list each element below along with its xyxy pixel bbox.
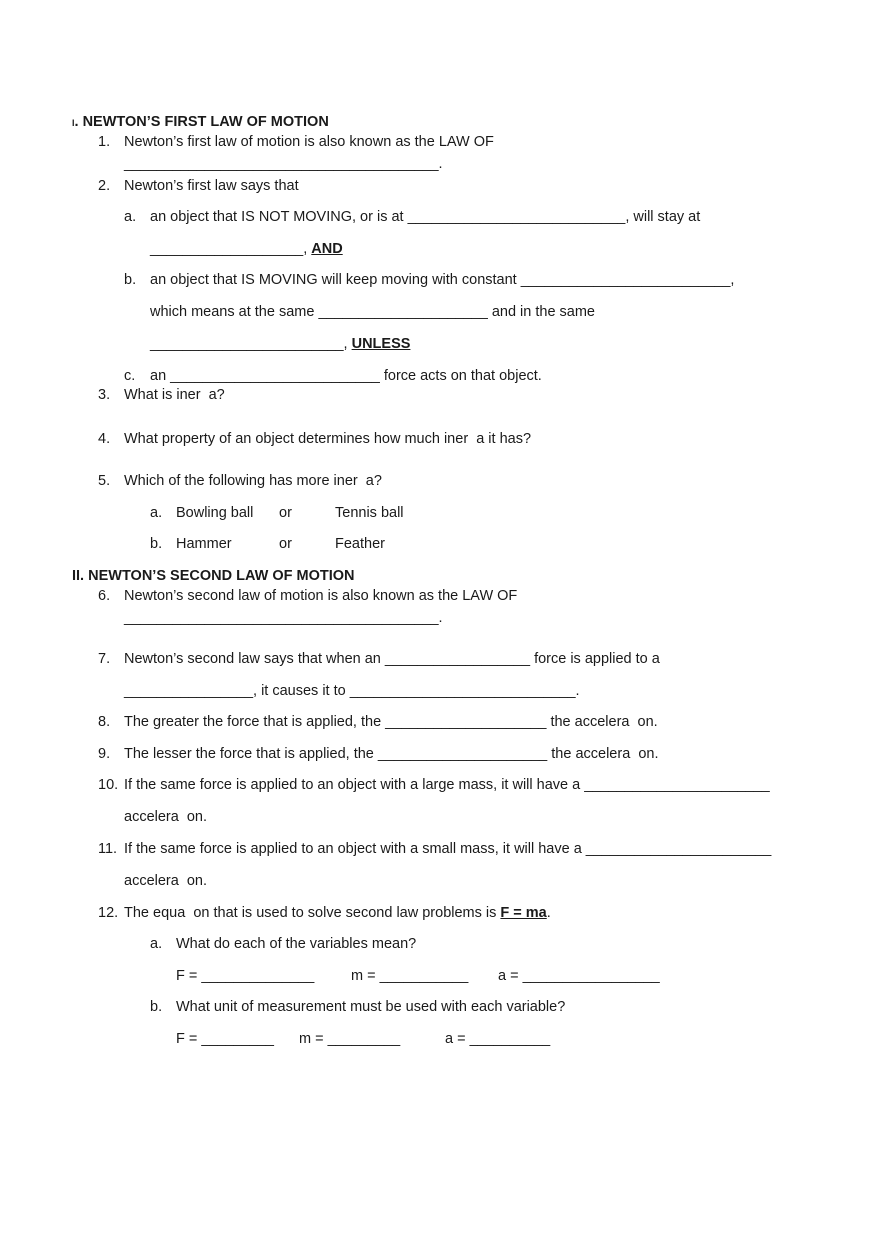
q12b-m-blank[interactable]: m = _________ bbox=[299, 1031, 401, 1047]
question-8[interactable] bbox=[98, 713, 658, 731]
q7-line1[interactable]: Newton’s second law says that when an __________________ force is applied to a bbox=[124, 651, 660, 667]
q5a-option2[interactable]: Tennis ball bbox=[335, 505, 404, 521]
q5a-letter: a. bbox=[150, 505, 163, 521]
q5b-letter: b. bbox=[150, 536, 163, 552]
q12-end: . bbox=[546, 905, 551, 921]
q2c-letter: c. bbox=[124, 368, 136, 384]
q2c-text[interactable]: an __________________________ force acts on that object. bbox=[150, 368, 542, 384]
q12a-text: What do each of the variables mean? bbox=[176, 936, 417, 952]
question-1 bbox=[98, 133, 494, 151]
q12b-question bbox=[150, 998, 565, 1016]
question-4 bbox=[98, 430, 531, 448]
q5a-option1[interactable]: Bowling ball bbox=[176, 505, 254, 521]
q12a-letter: a. bbox=[150, 936, 163, 952]
q6-number: 6. bbox=[98, 588, 111, 604]
q12-text: The equa on that is used to solve second law problems is bbox=[124, 905, 501, 921]
q2a-line2[interactable] bbox=[150, 240, 343, 258]
question-12 bbox=[98, 904, 551, 922]
q12b-a-blank[interactable]: a = __________ bbox=[445, 1031, 551, 1047]
question-3 bbox=[98, 386, 225, 404]
q9-number: 9. bbox=[98, 746, 111, 762]
question-2 bbox=[98, 177, 299, 195]
q4-number: 4. bbox=[98, 431, 111, 447]
q12b-f-blank[interactable]: F = _________ bbox=[176, 1031, 274, 1047]
section1-numeral: I bbox=[72, 118, 75, 128]
q2-number: 2. bbox=[98, 178, 111, 194]
q1-text: Newton’s first law of motion is also known as the LAW OF bbox=[124, 134, 494, 150]
q2a-blank[interactable]: ___________________, bbox=[150, 241, 312, 257]
q3-number: 3. bbox=[98, 387, 111, 403]
q12-number: 12. bbox=[98, 905, 119, 921]
question-9[interactable] bbox=[98, 745, 658, 763]
q9-text[interactable]: The lesser the force that is applied, the _____________________ the accelera on. bbox=[124, 746, 659, 762]
section2-title: II. NEWTON’S SECOND LAW OF MOTION bbox=[72, 568, 355, 584]
question-6 bbox=[98, 587, 517, 605]
q12-formula: F = ma bbox=[500, 905, 547, 921]
q2b-line2[interactable]: which means at the same _____________________ and in the same bbox=[150, 304, 595, 320]
q2b-line1[interactable] bbox=[124, 271, 734, 289]
section1-title: . NEWTON’S FIRST LAW OF MOTION bbox=[74, 114, 329, 130]
q10-number: 10. bbox=[98, 777, 119, 793]
q7-number: 7. bbox=[98, 651, 111, 667]
q12a-m-blank[interactable]: m = ___________ bbox=[351, 968, 469, 984]
q11-line2: accelera on. bbox=[124, 873, 208, 889]
q5b-or: or bbox=[279, 536, 292, 552]
q2b-text[interactable]: an object that IS MOVING will keep moving with constant __________________________, bbox=[150, 272, 735, 288]
question-10[interactable] bbox=[98, 776, 770, 794]
question-11[interactable] bbox=[98, 840, 771, 858]
q5b-option1[interactable]: Hammer bbox=[176, 536, 232, 552]
q11-line1[interactable]: If the same force is applied to an object with a small mass, it will have a _______________________ bbox=[124, 841, 772, 857]
q2a-line1[interactable] bbox=[124, 208, 700, 226]
q1-answer-blank[interactable]: _______________________________________. bbox=[124, 156, 443, 172]
q2b-letter: b. bbox=[124, 272, 137, 288]
q1-number: 1. bbox=[98, 134, 111, 150]
q12a-a-blank[interactable]: a = _________________ bbox=[498, 968, 660, 984]
q10-line2: accelera on. bbox=[124, 809, 208, 825]
q8-number: 8. bbox=[98, 714, 111, 730]
q7-line2[interactable]: ________________, it causes it to ____________________________. bbox=[124, 683, 580, 699]
q6-answer-blank[interactable]: _______________________________________. bbox=[124, 610, 443, 626]
q2b-unless: UNLESS bbox=[351, 336, 411, 352]
q5a-or: or bbox=[279, 505, 292, 521]
q2a-letter: a. bbox=[124, 209, 137, 225]
q12a-f-blank[interactable]: F = ______________ bbox=[176, 968, 315, 984]
q3-text: What is iner a? bbox=[124, 387, 225, 403]
q5-text: Which of the following has more iner a? bbox=[124, 473, 382, 489]
q12b-text: What unit of measurement must be used with each variable? bbox=[176, 999, 566, 1015]
q8-text[interactable]: The greater the force that is applied, the ____________________ the accelera on. bbox=[124, 714, 658, 730]
q11-number: 11. bbox=[98, 841, 118, 857]
q12b-letter: b. bbox=[150, 999, 163, 1015]
q5-number: 5. bbox=[98, 473, 111, 489]
question-5 bbox=[98, 472, 382, 490]
q2b-blank[interactable]: ________________________, bbox=[150, 336, 352, 352]
q2a-text[interactable]: an object that IS NOT MOVING, or is at ___________________________, will stay at bbox=[150, 209, 701, 225]
q2c-line[interactable] bbox=[124, 367, 542, 385]
q12a-question bbox=[150, 935, 416, 953]
q6-text: Newton’s second law of motion is also known as the LAW OF bbox=[124, 588, 518, 604]
q2-text: Newton’s first law says that bbox=[124, 178, 299, 194]
section1-heading bbox=[72, 113, 329, 132]
q4-text: What property of an object determines how much iner a it has? bbox=[124, 431, 532, 447]
question-7[interactable] bbox=[98, 650, 660, 668]
q2b-line3[interactable] bbox=[150, 335, 410, 353]
q5b-option2[interactable]: Feather bbox=[335, 536, 385, 552]
q2a-and: AND bbox=[311, 241, 343, 257]
q10-line1[interactable]: If the same force is applied to an object with a large mass, it will have a _______________________ bbox=[124, 777, 770, 793]
